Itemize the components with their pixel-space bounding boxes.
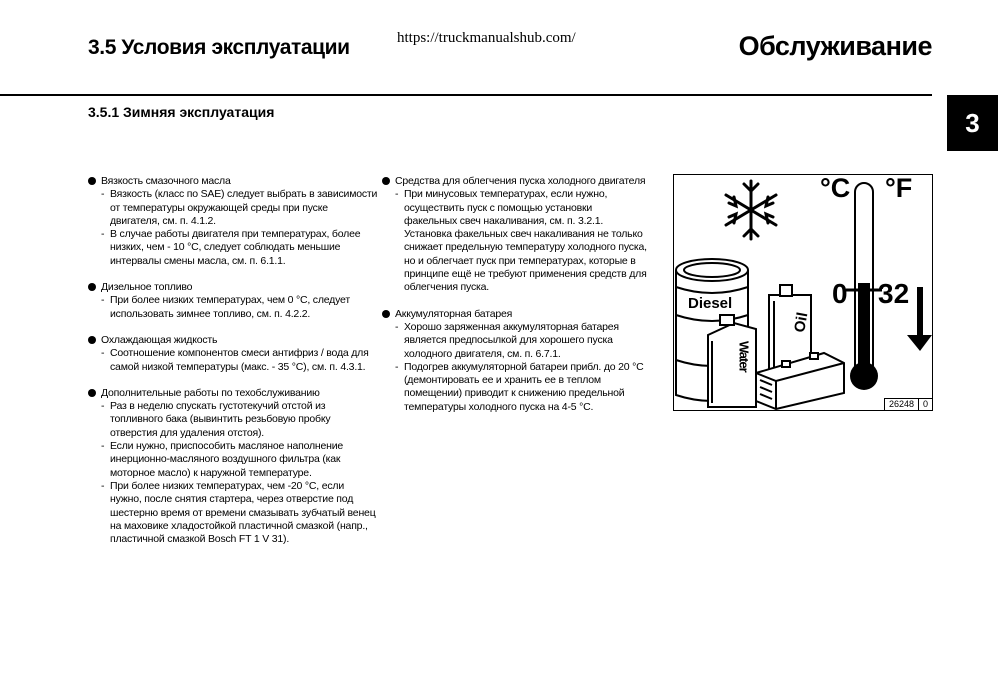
celsius-label: °C (820, 175, 851, 203)
fahrenheit-label: °F (885, 175, 913, 203)
section-heading: Дизельное топливо (101, 281, 193, 294)
list-item: - Соотношение компонентов смеси антифриз / вода для самой низкой температуры (макс. - 35 °C), см. п. 4.3.1. (101, 347, 369, 373)
thermometer-icon (846, 183, 882, 390)
section-heading: Дополнительные работы по техобслуживанию (101, 386, 320, 399)
list-item: - При более низких температурах, чем 0 °C, следует использовать зимнее топливо, см. п. 4.2.2. (101, 294, 350, 320)
fahrenheit-32-mark: 32 (878, 278, 910, 309)
header-rule (0, 94, 932, 96)
list-item: - Хорошо заряженная аккумуляторная батарея является предпосылкой для хорошего пуска холодного двигателя, см. п. 6.7.1. (395, 320, 619, 360)
source-url[interactable]: https://truckmanualshub.com/ (397, 30, 576, 46)
bullet-icon (88, 283, 96, 291)
snowflake-icon (726, 181, 776, 239)
celsius-zero-mark: 0 (832, 278, 848, 309)
list-item: - Если нужно, приспособить масляное наполнение инерционно-масляного воздушного фильтра (как моторное масло) к наружной температуре. (101, 440, 344, 479)
section-heading: Средства для облегчения пуска холодного двигателя (395, 175, 646, 187)
bullet-icon (88, 389, 96, 397)
barrel-label: Diesel (688, 295, 733, 312)
figure-illustration (674, 175, 932, 410)
section-coolant (88, 334, 378, 374)
chapter-title: Обслуживание (738, 31, 932, 61)
section-extra-maintenance (88, 387, 378, 547)
list-item: - Вязкость (класс по SAE) следует выбрать в зависимости от температуры окружающей среды при пуске двигателя, см. п. 4.1.2. (101, 188, 378, 227)
bullet-icon (382, 177, 390, 185)
can-label: Oil (791, 311, 812, 334)
figure-index: 0 (918, 399, 932, 410)
chapter-number: 3 (965, 107, 980, 138)
section-heading: Охлаждающая жидкость (101, 333, 218, 346)
subsection-title: 3.5.1 Зимняя эксплуатация (88, 104, 275, 120)
chapter-tab (947, 95, 998, 151)
section-heading: Вязкость смазочного масла (101, 175, 231, 187)
section-cold-start-aids (382, 175, 647, 295)
list-item: - Подогрев аккумуляторной батареи прибл. до 20 °C (демонтировать ее и хранить ее в теплом помещении) приводит к снижению предельной температуры холодного пуска на 4-5 °C. (395, 360, 644, 413)
arrow-down-icon (907, 287, 932, 351)
text-column-right (382, 175, 647, 427)
figure-number: 26248 (888, 399, 914, 409)
winter-operation-figure (673, 174, 933, 411)
jug-label: Water (736, 341, 752, 372)
section-heading: Аккумуляторная батарея (395, 307, 513, 320)
list-item: - При более низких температурах, чем -20 °C, если нужно, после снятия стартера, через отверстие под шестерню время от времени смазывать зубчатый венец на маховике хладостойкой пластичной смазкой (напр., пластичной смазкой Bosch FT 1 V 31). (101, 479, 376, 546)
list-item: - В случае работы двигателя при температурах, более низких, чем - 10 °C, следует соблюдать меньшие интервалы смены масла, см. п. 6.1.1. (101, 228, 361, 267)
section-diesel-fuel (88, 281, 378, 321)
bullet-icon (382, 310, 390, 318)
figure-number-box (884, 398, 933, 411)
section-title: 3.5 Условия эксплуатации (88, 36, 350, 59)
bullet-icon (88, 177, 96, 185)
bullet-icon (88, 336, 96, 344)
list-item: - При минусовых температурах, если нужно, осуществить пуск с помощью установки факельных свеч накаливания, см. п. 3.2.1. Установка факельных свеч накаливания не только снижает предельную температуру холодного пуска, но и облегчает пуск при температурах, которые в принципе ещё не требуют применения средств для облегчения пуска. (395, 188, 647, 294)
text-column-left (88, 175, 378, 559)
section-battery (382, 308, 647, 414)
list-item: - Раз в неделю спускать густотекучий отстой из топливного бака (вывинтить резьбовую пробку отверстия для удаления отстоя). (101, 400, 331, 439)
section-oil-viscosity (88, 175, 378, 268)
